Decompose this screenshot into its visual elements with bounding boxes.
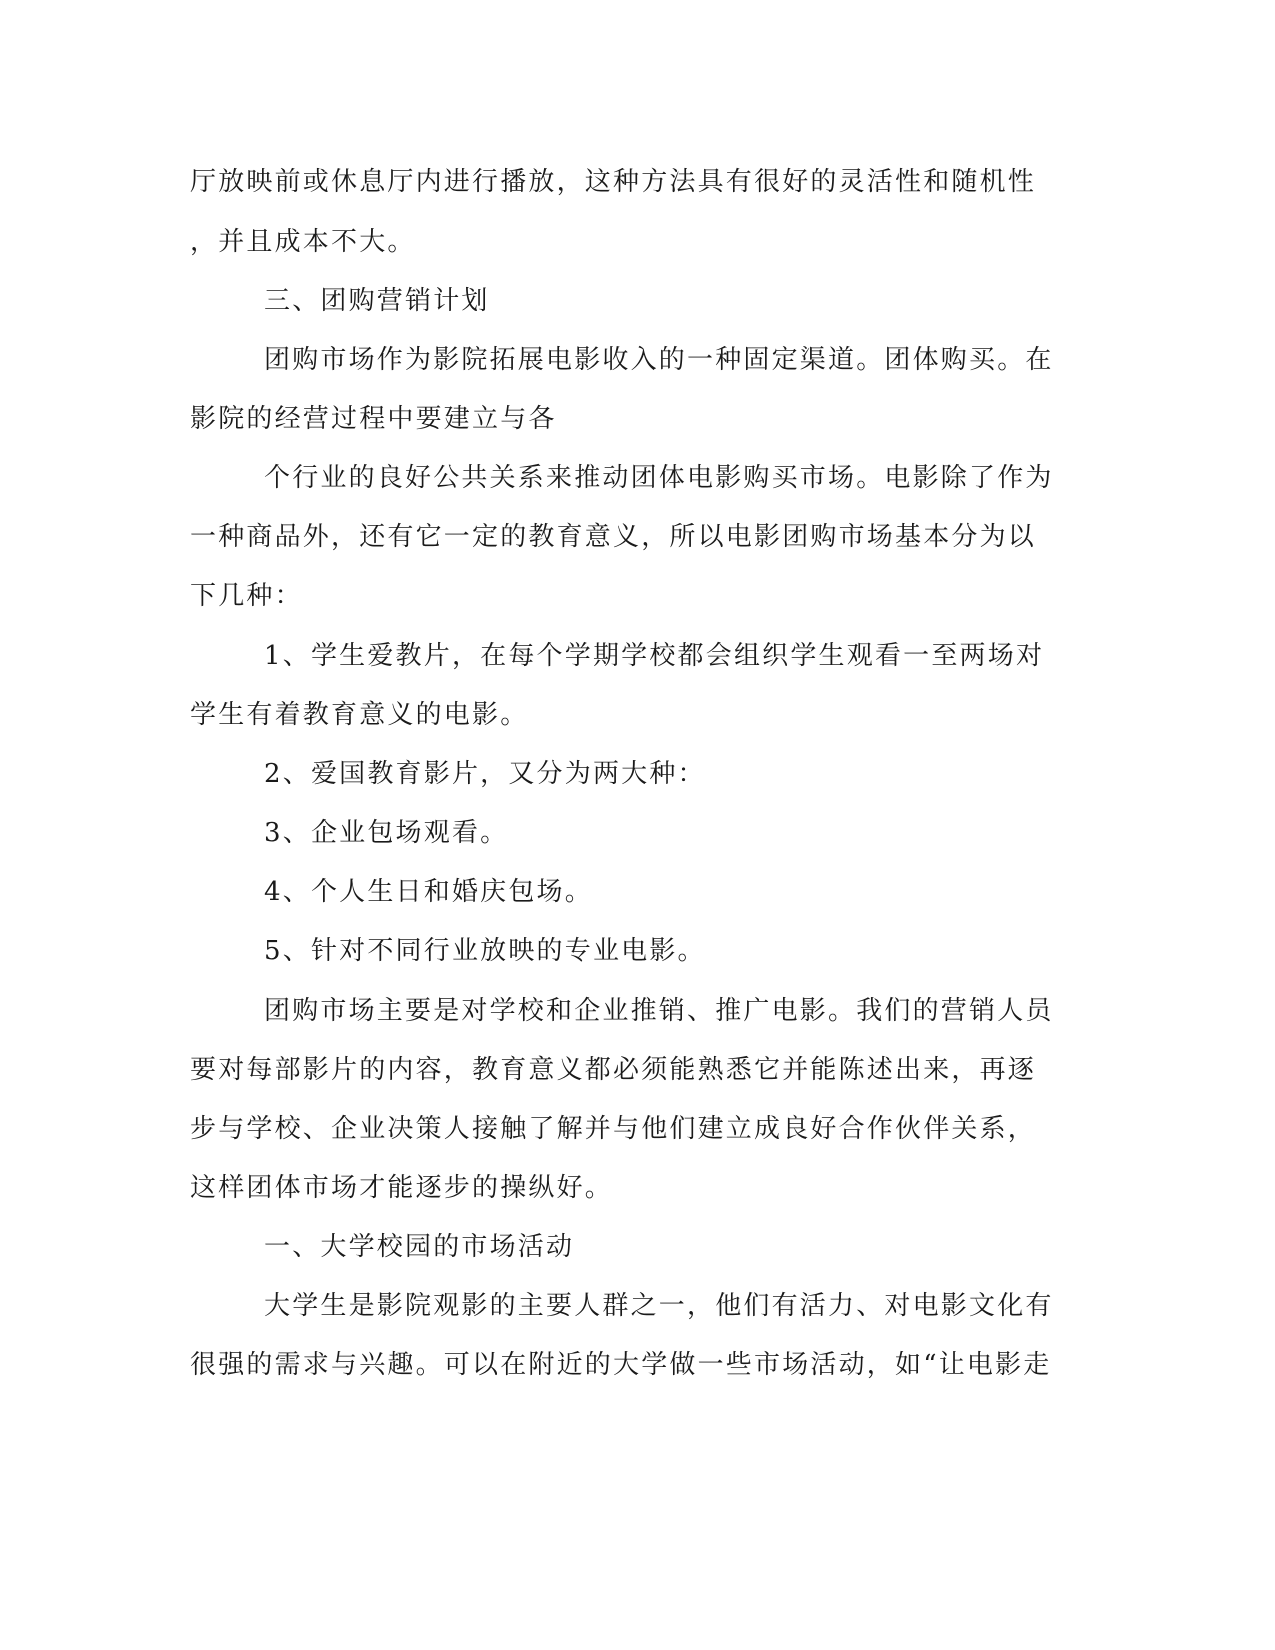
text-line: 下几种： xyxy=(190,581,303,611)
text-line: 步与学校、企业决策人接触了解并与他们建立成良好合作伙伴关系， xyxy=(190,1114,1037,1144)
paragraph-start: 团购市场主要是对学校和企业推销、推广电影。我们的营销人员 xyxy=(264,996,1054,1026)
paragraph-start: 个行业的良好公共关系来推动团体电影购买市场。电影除了作为 xyxy=(264,463,1054,493)
list-item: 1、学生爱教片，在每个学期学校都会组织学生观看一至两场对 xyxy=(264,641,1045,671)
text-line: ，并且成本不大。 xyxy=(190,227,416,257)
list-item: 2、爱国教育影片，又分为两大种： xyxy=(264,759,706,789)
text-line: 这样团体市场才能逐步的操纵好。 xyxy=(190,1173,614,1203)
text-line: 很强的需求与兴趣。可以在附近的大学做一些市场活动，如“让电影走 xyxy=(190,1350,1052,1380)
list-item: 4、个人生日和婚庆包场。 xyxy=(264,877,593,907)
text-line: 影院的经营过程中要建立与各 xyxy=(190,404,557,434)
text-line: 学生有着教育意义的电影。 xyxy=(190,700,529,730)
text-line: 要对每部影片的内容，教育意义都必须能熟悉它并能陈述出来，再逐 xyxy=(190,1055,1037,1085)
list-item: 3、企业包场观看。 xyxy=(264,818,509,848)
paragraph-start: 大学生是影院观影的主要人群之一，他们有活力、对电影文化有 xyxy=(264,1291,1054,1321)
text-line: 一种商品外，还有它一定的教育意义，所以电影团购市场基本分为以 xyxy=(190,522,1037,552)
text-line: 厅放映前或休息厅内进行播放，这种方法具有很好的灵活性和随机性 xyxy=(190,167,1037,197)
section-heading: 三、团购营销计划 xyxy=(264,286,490,316)
section-heading: 一、大学校园的市场活动 xyxy=(264,1232,575,1262)
list-item: 5、针对不同行业放映的专业电影。 xyxy=(264,936,706,966)
paragraph-start: 团购市场作为影院拓展电影收入的一种固定渠道。团体购买。在 xyxy=(264,345,1054,375)
